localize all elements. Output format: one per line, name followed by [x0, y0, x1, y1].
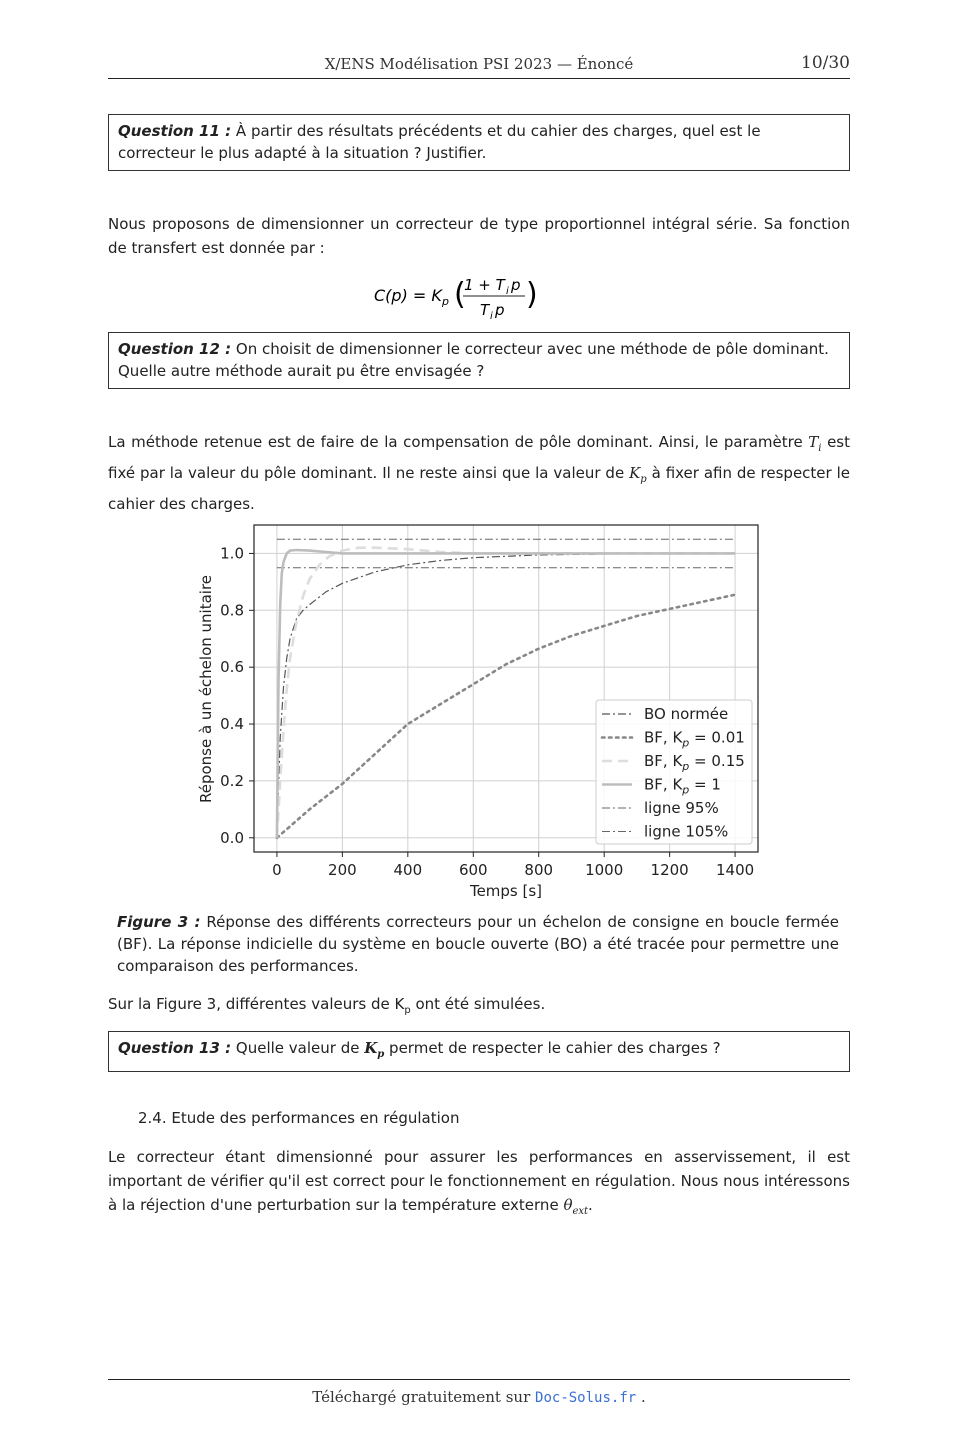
page-header [108, 52, 850, 79]
question-11-text: À partir des résultats précédents et du cahier des charges, quel est le correcteur le plus adapté à la situation ? Justifier. [118, 122, 761, 162]
question-11-box [108, 114, 850, 171]
page-footer [108, 1379, 850, 1406]
question-13-text-b: permet de respecter le cahier des charges ? [384, 1039, 721, 1057]
formula-den-end: p [495, 301, 505, 319]
x-tick-label: 1000 [585, 861, 624, 879]
formula-den-sub: i [490, 311, 493, 322]
legend-label-4: ligne 95% [644, 799, 719, 817]
formula-left-paren: ( [454, 277, 466, 312]
figure-3-text: Réponse des différents correcteurs pour un échelon de consigne en boucle fermée (BF). La réponse indicielle du système en boucle ouverte (BO) a été tracée pour permettre une comparaison des performances. [117, 913, 839, 975]
header-title: X/ENS Modélisation PSI 2023 — Énoncé [324, 55, 634, 73]
figure-3-label: Figure 3 : [117, 913, 201, 931]
formula-right-paren: ) [526, 277, 538, 312]
step-response-chart [190, 515, 810, 900]
para3-text-b: ont été simulées. [410, 995, 546, 1013]
y-tick-label: 0.6 [220, 658, 244, 677]
paragraph-method [108, 430, 850, 516]
y-tick-label: 0.8 [220, 601, 244, 620]
question-12-label: Question 12 : [118, 340, 232, 358]
footer-text: Téléchargé gratuitement sur [312, 1388, 536, 1406]
question-13-k-subscript: p [377, 1049, 385, 1060]
theta-subscript: ext [572, 1206, 589, 1217]
y-tick-label: 1.0 [220, 544, 244, 563]
x-tick-label: 200 [328, 861, 357, 879]
question-13-label: Question 13 : [118, 1039, 232, 1057]
formula-svg [370, 272, 610, 326]
paragraph-corrector-intro: Nous proposons de dimensionner un correcteur de type proportionnel intégral série. Sa fonction de transfert est donnée par : [108, 215, 850, 257]
question-12-text: On choisit de dimensionner le correcteur avec une méthode de pôle dominant. Quelle autre méthode aurait pu être envisagée ? [118, 340, 829, 380]
paragraph-regulation [108, 1145, 850, 1224]
section-heading: 2.4. Etude des performances en régulation [138, 1109, 460, 1127]
page-number: 10/30 [801, 53, 850, 73]
x-axis-label: Temps [s] [469, 882, 543, 900]
formula-num-sub: i [506, 286, 509, 297]
figure-3-caption [117, 911, 839, 977]
kp-symbol: K [629, 464, 641, 482]
x-tick-label: 1400 [715, 861, 755, 879]
para4-text-a: Le correcteur étant dimensionné pour assurer les performances en asservissement, il est important de vérifier qu'il est correct pour le fonctionnement en régulation. Nous nous intéressons à la réjection d'une perturbation sur la température externe [108, 1148, 850, 1214]
para2-text-a: La méthode retenue est de faire de la compensation de pôle dominant. Ainsi, le paramètre [108, 433, 809, 451]
formula-num-end: p [511, 276, 521, 294]
paragraph-figure-ref [108, 992, 850, 1023]
y-tick-label: 0.4 [220, 715, 244, 734]
y-axis-label: Réponse à un échelon unitaire [197, 574, 215, 804]
formula-lhs: C(p) = K [374, 286, 442, 305]
chart-legend [596, 700, 752, 844]
x-tick-label: 0 [272, 861, 282, 879]
para2-text-c: à fixer afin de respecter le cahier des charges. [108, 464, 850, 513]
x-tick-label: 1200 [650, 861, 689, 879]
legend-label-2: BF, $K_p = 0.15$ [644, 752, 745, 773]
ti-subscript: i [818, 443, 822, 454]
formula-numerator: 1 + T [464, 276, 505, 294]
theta-symbol: θ [563, 1196, 573, 1214]
question-12-box [108, 332, 850, 389]
legend-label-5: ligne 105% [644, 822, 729, 841]
question-11-label: Question 11 : [118, 122, 232, 140]
para2-text-b: est fixé par la valeur du pôle dominant. Il ne reste ainsi que la valeur de [108, 433, 850, 482]
footer-end: . [636, 1388, 646, 1406]
para3-subscript: p [404, 1005, 411, 1016]
formula-lhs-sub: p [442, 295, 449, 308]
question-13-box [108, 1031, 850, 1072]
para4-text-b: . [588, 1196, 593, 1214]
question-13-text-a: Quelle valeur de [231, 1039, 365, 1057]
legend-label-0: BO normée [644, 705, 729, 723]
ti-symbol: T [808, 433, 819, 451]
kp-subscript: p [640, 474, 647, 485]
question-13-k-symbol: K [364, 1039, 378, 1057]
legend-label-3: BF, $K_p = 1$ [644, 775, 721, 797]
x-tick-label: 600 [458, 861, 488, 879]
para3-text-a: Sur la Figure 3, différentes valeurs de K [108, 995, 405, 1013]
y-tick-label: 0.0 [220, 828, 244, 847]
y-tick-label: 0.2 [220, 771, 244, 790]
footer-link[interactable]: Doc-Solus.fr [535, 1390, 637, 1406]
x-tick-label: 400 [393, 861, 423, 879]
transfer-function-formula [0, 272, 980, 330]
x-tick-label: 800 [524, 861, 554, 879]
legend-label-1: BF, $K_p = 0.01$ [644, 728, 745, 750]
formula-denominator: T [480, 301, 490, 319]
